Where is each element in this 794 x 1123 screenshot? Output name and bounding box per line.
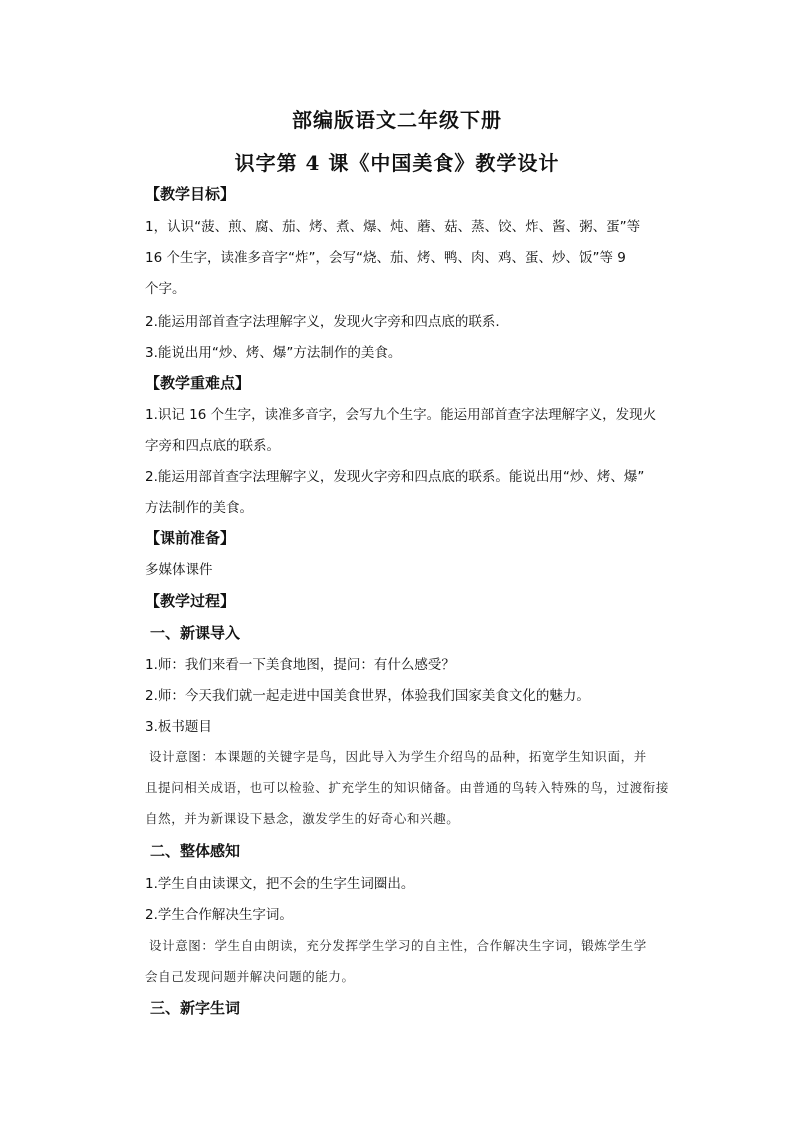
design-note-2-line-2: 会自己发现问题并解决问题的能力。 <box>145 969 355 984</box>
preparation-text: 多媒体课件 <box>145 562 213 578</box>
design-note-1-line-3: 自然，并为新课设下悬念，激发学生的好奇心和兴趣。 <box>145 811 460 826</box>
design-note-1-line-1: 设计意图：本课题的关键字是鸟，因此导入为学生介绍鸟的品种，拓宽学生知识面，并 <box>149 749 647 764</box>
section-1-item-3: 3.板书题目 <box>145 719 212 735</box>
heading-teaching-process: 【教学过程】 <box>145 592 236 610</box>
section-2-item-1: 1.学生自由读课文，把不会的生字生词圈出。 <box>145 876 415 892</box>
key-2-line-2: 方法制作的美食。 <box>145 500 253 516</box>
section-2-title: 二、整体感知 <box>150 842 241 860</box>
section-1-item-2: 2.师：今天我们就一起走进中国美食世界，体验我们国家美食文化的魅力。 <box>145 688 590 704</box>
document-subtitle: 识字第 4 课《中国美食》教学设计 <box>234 151 560 175</box>
design-note-1-line-2: 且提问相关成语，也可以检验、扩充学生的知识储备。由普通的鸟转入特殊的鸟，过渡衔接 <box>145 780 670 795</box>
goal-1-line-1: 1，认识“菠、煎、腐、茄、烤、煮、爆、炖、蘑、菇、蒸、饺、炸、酱、粥、蛋”等 <box>145 219 641 235</box>
section-1-item-1: 1.师：我们来看一下美食地图，提问：有什么感受？ <box>145 657 455 673</box>
heading-key-points: 【教学重难点】 <box>145 374 251 392</box>
heading-preparation: 【课前准备】 <box>145 529 236 547</box>
section-1-title: 一、新课导入 <box>150 624 241 642</box>
key-1-line-2: 字旁和四点底的联系。 <box>145 438 280 454</box>
key-1-line-1: 1.识记 16 个生字，读准多音字，会写九个生字。能运用部首查字法理解字义，发现火 <box>145 407 657 423</box>
document-title: 部编版语文二年级下册 <box>292 108 502 132</box>
heading-teaching-goals: 【教学目标】 <box>145 185 236 203</box>
goal-1-line-3: 个字。 <box>145 281 186 297</box>
key-2-line-1: 2.能运用部首查字法理解字义，发现火字旁和四点底的联系。能说出用“炒、烤、爆” <box>145 469 645 485</box>
goal-1-line-2: 16 个生字，读准多音字“炸”，会写“烧、茄、烤、鸭、肉、鸡、蛋、炒、饭”等 9 <box>145 250 626 266</box>
goal-3: 3.能说出用“炒、烤、爆”方法制作的美食。 <box>145 345 402 361</box>
design-note-2-line-1: 设计意图：学生自由朗读，充分发挥学生学习的自主性，合作解决生字词，锻炼学生学 <box>149 938 647 953</box>
section-2-item-2: 2.学生合作解决生字词。 <box>145 907 293 923</box>
section-3-title: 三、新字生词 <box>150 999 241 1017</box>
goal-2: 2.能运用部首查字法理解字义，发现火字旁和四点底的联系. <box>145 314 500 330</box>
